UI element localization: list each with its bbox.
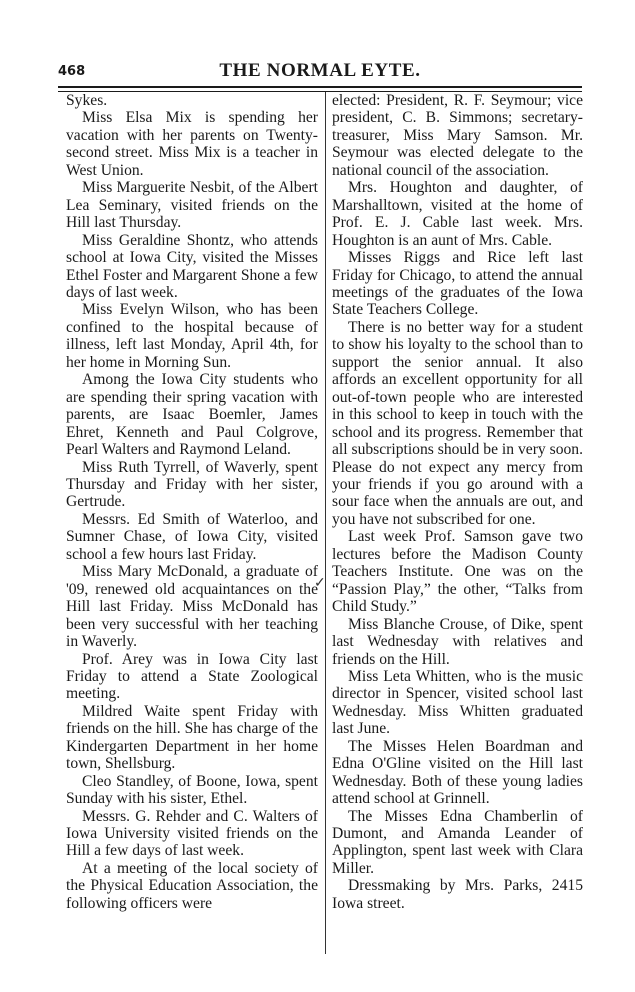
news-item: Miss Leta Whitten, who is the music director in Spencer, visited school last Wednesday. Miss Whitten graduated last June. xyxy=(332,667,583,738)
news-item: Misses Riggs and Rice left last Friday for Chicago, to attend the annual meetings of the graduates of the Iowa State Teachers College. xyxy=(332,249,583,319)
page-header xyxy=(58,60,582,82)
news-item: Miss Ruth Tyrrell, of Waverly, spent Thursday and Friday with her sister, Gertrude. xyxy=(66,458,318,511)
news-item: Miss Evelyn Wilson, who has been confined to the hospital because of illness, left last Monday, April 4th, for her home in Morning Sun. xyxy=(66,301,318,371)
journal-title: THE NORMAL EYTE. xyxy=(219,60,421,81)
page-number: 468 xyxy=(58,64,86,79)
news-item: Cleo Standley, of Boone, Iowa, spent Sunday with his sister, Ethel. xyxy=(66,772,318,808)
column-divider xyxy=(325,92,326,954)
news-item: elected: President, R. F. Seymour; vice president, C. B. Simmons; secretary-treasurer, Miss Mary Samson. Mr. Seymour was elected delegate to the national council of the association. xyxy=(332,92,583,179)
news-item: The Misses Helen Boardman and Edna O'Gline visited on the Hill last Wednesday. Both of these young ladies attend school at Grinnell. xyxy=(332,737,583,808)
right-column xyxy=(332,92,583,912)
news-item: Messrs. G. Rehder and C. Walters of Iowa University visited friends on the Hill a few days of last week. xyxy=(66,807,318,860)
margin-check-mark-icon: ✓ xyxy=(314,575,326,591)
news-item: Miss Elsa Mix is spending her vacation with her parents on Twenty-second street. Miss Mix is a teacher in West Union. xyxy=(66,109,318,179)
news-item: Mildred Waite spent Friday with friends on the hill. She has charge of the Kindergarten Department in her home town, Shellsburg. xyxy=(66,702,318,773)
news-item: Messrs. Ed Smith of Waterloo, and Sumner Chase, of Iowa City, visited school a few hours last Friday. xyxy=(66,510,318,563)
news-item: Among the Iowa City students who are spending their spring vacation with parents, are Isaac Boemler, James Ehret, Kenneth and Paul Colgrove, Pearl Walters and Raymond Leland. xyxy=(66,371,318,459)
news-item: Miss Blanche Crouse, of Dike, spent last Wednesday with relatives and friends on the Hill. xyxy=(332,615,583,668)
news-item: Sykes. xyxy=(66,92,108,109)
news-item: Last week Prof. Samson gave two lectures before the Madison County Teachers Institute. One was on the “Passion Play,” the other, “Talks from Child Study.” xyxy=(332,528,583,616)
news-item: Miss Mary McDonald, a graduate of '09, renewed old acquaintances on the Hill last Friday. Miss McDonald has been very successful with her teaching in Waverly. xyxy=(66,563,318,651)
news-item: Mrs. Houghton and daughter, of Marshalltown, visited at the home of Prof. E. J. Cable last week. Mrs. Houghton is an aunt of Mrs. Cable. xyxy=(332,179,583,249)
news-item: Miss Geraldine Shontz, who attends school at Iowa City, visited the Misses Ethel Foster and Margarent Shone a few days of last week. xyxy=(66,231,318,301)
news-item: Dressmaking by Mrs. Parks, 2415 Iowa street. xyxy=(332,877,583,912)
news-item: Miss Marguerite Nesbit, of the Albert Lea Seminary, visited friends on the Hill last Thursday. xyxy=(66,179,318,232)
news-item: The Misses Edna Chamberlin of Dumont, and Amanda Leander of Applington, spent last week with Clara Miller. xyxy=(332,807,583,877)
news-item: Prof. Arey was in Iowa City last Friday to attend a State Zoological meeting. xyxy=(66,650,318,703)
left-column xyxy=(66,92,318,912)
news-item: At a meeting of the local society of the Physical Education Association, the following officers were xyxy=(66,859,318,912)
news-item: There is no better way for a student to show his loyalty to the school than to support the senior annual. It also affords an excellent opportunity for all out-of-town people who are interested in this school to keep in touch with the school and its progress. Remember that all subscriptions should be in very soon. Please do not expect any mercy from your friends if you go around with a sour face when the annuals are out, and you have not subscribed for one. xyxy=(332,318,583,528)
